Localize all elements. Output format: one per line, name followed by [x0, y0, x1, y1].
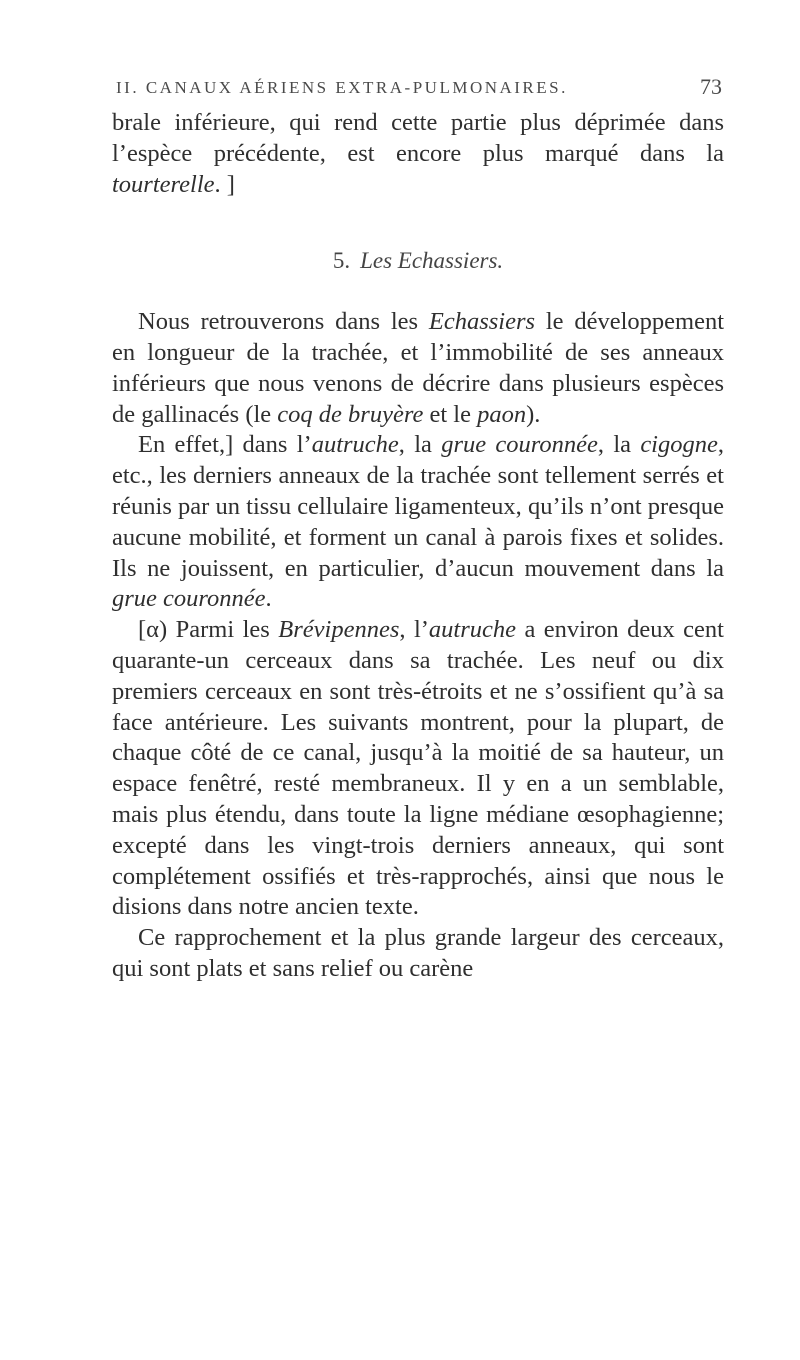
italic-term: cigogne: [640, 431, 718, 459]
paragraph: [112, 430, 724, 615]
italic-term: Echassiers: [428, 308, 536, 336]
section-number: 5.: [332, 248, 351, 274]
text-run: Nous retrouverons dans les: [138, 308, 429, 336]
paragraph: [112, 615, 724, 923]
text-run: , la: [398, 431, 442, 459]
text-run: le développement en longueur de la trachée, et l’immobilité de ses anneaux inférieurs que nous venons de décrire dans plusieurs espèces de gallinacés (le: [112, 308, 724, 428]
running-title: II. CANAUX AÉRIENS EXTRA-PULMONAIRES.: [116, 78, 568, 97]
text-run: En effet,] dans l’: [138, 431, 312, 459]
text-run: , l’: [399, 616, 429, 644]
italic-term: paon: [477, 400, 527, 428]
body-text: [112, 108, 724, 985]
text-run: a environ deux cent quarante-un cerceaux dans sa trachée. Les neuf ou dix premiers cerceaux en sont très-étroits et ne s’ossifient qu’à sa face antérieure. Les suivants montrent, pour la plupart, de chaque côté de ce canal, jusqu’à la moitié de sa hauteur, un espace fenêtré, resté membraneux. Il y en a un semblable, mais plus étendu, dans toute la ligne médiane œsophagienne; excepté dans les vingt-trois derniers anneaux, qui sont complétement ossifiés et très-rapprochés, ainsi que nous le disions dans notre ancien texte.: [112, 616, 724, 921]
text-run: , la: [597, 431, 641, 459]
italic-term: grue couronnée: [112, 585, 266, 613]
text-run: , etc., les derniers anneaux de la trachée sont tellement serrés et réunis par un tissu cellulaire ligamenteux, qu’ils n’ont presque aucune mobilité, et forment un canal à parois fixes et solides. Ils ne jouissent, en particulier, d’aucun mouvement dans la: [112, 431, 724, 582]
text-run: ).: [526, 400, 541, 428]
italic-term: Brévipennes: [278, 616, 400, 644]
page-header: [112, 74, 722, 108]
paragraph: [112, 307, 724, 430]
italic-term: coq de bruyère: [277, 400, 424, 428]
text-run: Ce rapprochement et la plus grande largeur des cerceaux, qui sont plats et sans relief ou carène: [112, 924, 724, 982]
page-number: 73: [700, 74, 722, 99]
italic-term: grue couronnée: [441, 431, 598, 459]
text-run: [α) Parmi les: [138, 616, 279, 644]
paragraph: [112, 923, 724, 985]
text-run: . ]: [214, 170, 235, 198]
section-title: Les Echassiers.: [360, 248, 504, 274]
section-heading: [112, 246, 724, 277]
text-run: .: [265, 585, 272, 613]
text-run: brale inférieure, qui rend cette partie plus déprimée dans l’espèce précédente, est encore plus marqué dans la: [112, 109, 724, 167]
italic-term: autruche: [311, 431, 399, 459]
italic-term: autruche: [428, 616, 517, 644]
italic-term: tourterelle: [112, 170, 215, 198]
paragraph-continued: [112, 108, 724, 200]
text-run: et le: [423, 400, 478, 428]
